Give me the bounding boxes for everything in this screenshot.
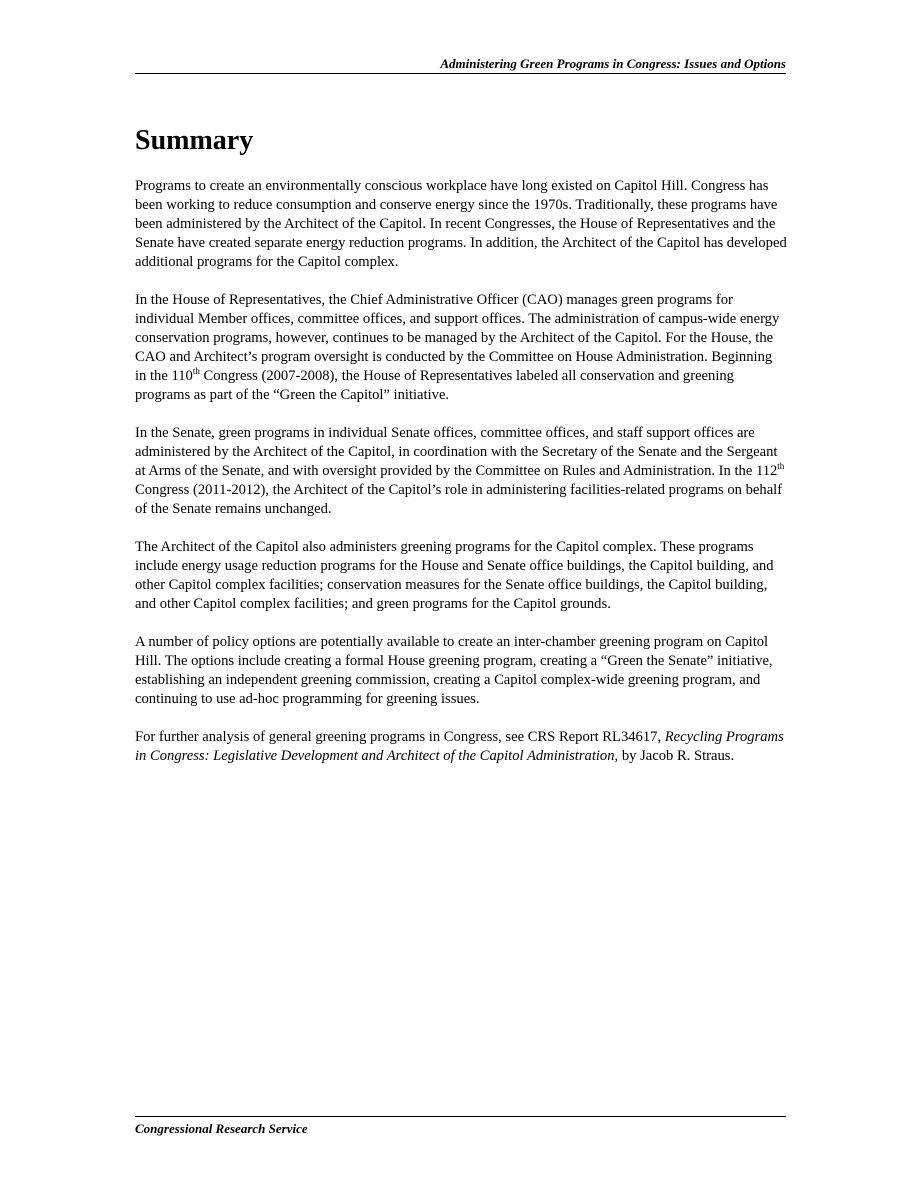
- page-title: Summary: [135, 125, 254, 156]
- running-header: Administering Green Programs in Congress: Issues and Options: [440, 56, 786, 71]
- paragraph-4: The Architect of the Capitol also administers greening programs for the Capitol complex. These programs include energy usage reduction programs for the House and Senate office buildings, the Capitol building, and other Capitol complex facilities; conservation measures for the Senate office buildings, the Capitol building, and other Capitol complex facilities; and green programs for the Capitol grounds.: [135, 539, 774, 612]
- footer-label: Congressional Research Service: [135, 1121, 308, 1136]
- paragraph-3: [135, 424, 787, 519]
- paragraph-2: [135, 291, 787, 405]
- paragraph-1: Programs to create an environmentally conscious workplace have long existed on Capitol Hill. Congress has been working to reduce consumption and conserve energy since the 1970s. Traditionally, these programs have been administered by the Architect of the Capitol. In recent Congresses, the House of Representatives and the Senate have created separate energy reduction programs. In addition, the Architect of the Capitol has developed additional programs for the Capitol complex.: [135, 178, 787, 270]
- paragraph-6-text-cont: , by Jacob R. Straus.: [614, 748, 735, 764]
- paragraph-3-text-cont: Congress (2011-2012), the Architect of the Capitol’s role in administering facilities-related programs on behalf of the Senate remains unchanged.: [135, 482, 783, 517]
- ordinal-suffix: th: [777, 461, 785, 472]
- paragraph-3-text: In the Senate, green programs in individual Senate offices, committee offices, and staff support offices are administered by the Architect of the Capitol, in coordination with the Secretary of the Senate and the Sergeant at Arms of the Senate, and with oversight provided by the Committee on Rules and Administration. In the 112: [135, 425, 778, 479]
- summary-body: [135, 177, 787, 785]
- paragraph-2-text: In the House of Representatives, the Chief Administrative Officer (CAO) manages green programs for individual Member offices, committee offices, and support offices. The administration of campus-wide energy conservation programs, however, continues to be managed by the Architect of the Capitol. For the House, the CAO and Architect’s program oversight is conducted by the Committee on House Administration. Beginning in the 110: [135, 292, 780, 384]
- paragraph-2-text-cont: Congress (2007-2008), the House of Representatives labeled all conservation and greening programs as part of the “Green the Capitol” initiative.: [135, 368, 734, 403]
- paragraph-6-text: For further analysis of general greening programs in Congress, see CRS Report RL34617,: [135, 729, 665, 745]
- paragraph-6: [135, 728, 787, 766]
- report-title: Recycling Programs in Congress: Legislative Development and Architect of the Capitol Administration: [135, 729, 784, 764]
- footer-rule: [135, 1116, 786, 1117]
- ordinal-suffix: th: [192, 366, 200, 377]
- paragraph-5: A number of policy options are potentially available to create an inter-chamber greening program on Capitol Hill. The options include creating a formal House greening program, creating a “Green the Senate” initiative, establishing an independent greening commission, creating a Capitol complex-wide greening program, and continuing to use ad-hoc programming for greening issues.: [135, 634, 773, 707]
- header-rule: [135, 73, 786, 74]
